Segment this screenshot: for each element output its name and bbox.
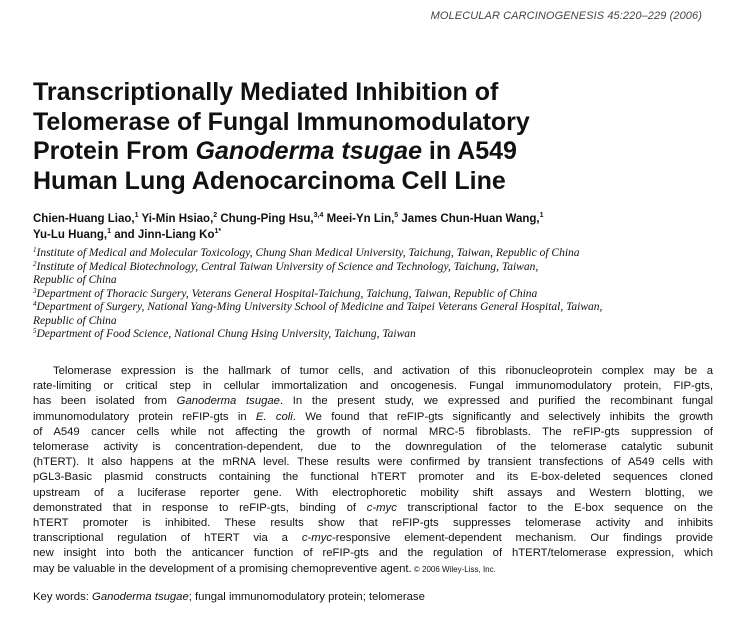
abstract-line — [33, 455, 713, 470]
abstract-text: Telomerase expression is the hallmark of tumor cells, and activation of this ribonucleoprotein complex may be a — [53, 365, 713, 377]
abstract — [33, 364, 713, 577]
abstract-line — [33, 531, 713, 546]
abstract-text: of A549 cancer cells while not affecting the growth of normal MRC-5 fibroblasts. The reFIP-gts suppression of — [33, 425, 713, 438]
copyright-notice: © 2006 Wiley-Liss, Inc. — [411, 564, 496, 574]
title-line: Transcriptionally Mediated Inhibition of — [33, 78, 499, 106]
abstract-line — [33, 501, 713, 516]
abstract-text: . We found that reFIP-gts significantly and selectively inhibits the growth — [292, 410, 713, 423]
author-affiliation-marker: 1* — [214, 228, 222, 235]
keywords-label: Key words: — [33, 591, 93, 603]
author-line — [33, 227, 713, 243]
abstract-line — [33, 425, 713, 440]
abstract-line — [33, 440, 713, 455]
author-line — [33, 211, 713, 227]
abstract-text: immunomodulatory protein reFIP-gts in — [33, 410, 256, 423]
abstract-line — [33, 379, 713, 394]
author-name: Meei-Yn Lin, — [323, 213, 395, 225]
title-line: Telomerase of Fungal Immunomodulatory — [33, 107, 530, 136]
affiliation-marker: 2 — [33, 259, 37, 268]
keyword-italic: Ganoderma tsugae — [92, 591, 189, 603]
author-name: James Chun-Huan Wang, — [398, 213, 540, 225]
affiliation — [33, 328, 713, 342]
affiliation — [33, 274, 713, 288]
author-affiliation-marker: 1 — [107, 228, 112, 235]
author-name: Yi-Min Hsiao, — [138, 213, 214, 225]
title-line: Human Lung Adenocarcinoma Cell Line — [33, 166, 506, 195]
author-affiliation-marker: 5 — [394, 212, 399, 219]
journal-header: MOLECULAR CARCINOGENESIS 45:220–229 (2006) — [430, 10, 702, 22]
affiliation-text: Department of Surgery, National Yang-Ming University School of Medicine and Taipei Veterans General Hospital, Taiwan, — [36, 301, 603, 313]
author-affiliation-marker: 1 — [539, 212, 544, 219]
affiliation-marker: 3 — [33, 286, 37, 295]
abstract-text: may be valuable in the development of a promising chemopreventive agent. — [33, 562, 412, 575]
species-name: Ganoderma tsugae — [195, 137, 422, 165]
affiliation-marker: 5 — [33, 327, 37, 335]
abstract-text: demonstrated that in response to reFIP-gts, binding of — [33, 501, 367, 514]
abstract-text: pGL3-Basic plasmid constructs containing the functional hTERT promoter and its E-box-deleted sequences cloned — [33, 471, 713, 484]
keyword-text: ; fungal immunomodulatory protein; telomerase — [188, 591, 425, 603]
abstract-text: has been isolated from — [33, 395, 177, 408]
author-name: Chien-Huang Liao, — [33, 213, 135, 225]
abstract-line — [33, 394, 713, 409]
author-affiliation-marker: 3,4 — [313, 212, 324, 219]
affiliation — [33, 315, 713, 329]
affiliation — [33, 288, 713, 302]
author-name: and Jinn-Liang Ko — [111, 229, 215, 241]
italic-term: c-myc — [366, 501, 397, 514]
affiliation-text: Institute of Medical and Molecular Toxicology, Chung Shan Medical University, Taichung, Taiwan, Republic of China — [36, 247, 580, 259]
author-name: Yu-Lu Huang, — [33, 229, 108, 241]
italic-term: Ganoderma tsugae — [176, 395, 280, 408]
abstract-text: rate-limiting or critical step in cellular immortalization and oncogenesis. Fungal immunomodulatory protein, FIP-gts, — [33, 380, 713, 393]
affiliation-text: Institute of Medical Biotechnology, Central Taiwan University of Science and Technology, Taichung, Taiwan, — [36, 260, 539, 273]
abstract-line — [33, 364, 713, 379]
affiliation-marker: 1 — [33, 246, 37, 254]
abstract-line — [33, 546, 713, 561]
affiliation-text: Republic of China — [33, 314, 117, 327]
italic-term: E. coli — [255, 410, 293, 423]
affiliation-text: Department of Food Science, National Chung Hsing University, Taichung, Taiwan — [36, 328, 416, 340]
affiliation-text: Republic of China — [33, 274, 117, 286]
affiliation-marker: 4 — [33, 300, 37, 308]
abstract-line — [33, 486, 713, 501]
affiliation — [33, 301, 713, 315]
author-affiliation-marker: 1 — [134, 212, 139, 219]
abstract-text: upstream of a luciferase reporter gene. With electrophoretic mobility shift assays and Western blotting, we — [33, 486, 713, 499]
affiliation — [33, 247, 713, 261]
abstract-line — [33, 516, 713, 531]
author-affiliation-marker: 2 — [213, 212, 218, 219]
author-list — [33, 211, 713, 243]
article-title — [33, 78, 633, 196]
affiliation-text: Department of Thoracic Surgery, Veterans General Hospital-Taichung, Taichung, Taiwan, Republic of China — [36, 287, 538, 300]
abstract-text: telomerase activity is concentration-dependent, due to the downregulation of the telomerase catalytic subunit — [33, 441, 713, 454]
abstract-text: (hTERT). It also happens at the mRNA level. These results were confirmed by transient transfections of A549 cells with — [33, 456, 713, 469]
title-line: Protein From Ganoderma tsugae in A549 — [33, 137, 517, 165]
abstract-text: hTERT promoter is inhibited. These results show that reFIP-gts suppresses telomerase activity and inhibits — [33, 517, 713, 530]
abstract-line — [33, 410, 713, 425]
author-name: Chung-Ping Hsu, — [217, 213, 314, 225]
abstract-text: . In the present study, we expressed and purified the recombinant fungal — [279, 395, 713, 408]
affiliation-list — [33, 247, 713, 342]
abstract-text: transcriptional factor to the E-box sequence on the — [396, 501, 713, 514]
affiliation — [33, 261, 713, 275]
abstract-text: -responsive element-dependent mechanism. Our findings provide — [332, 532, 713, 545]
abstract-line — [33, 562, 713, 577]
abstract-text: transcriptional regulation of hTERT via a — [33, 532, 302, 545]
abstract-text: new insight into both the anticancer function of reFIP-gts and the regulation of hTERT/telomerase expression, which — [33, 547, 713, 560]
keywords — [33, 590, 713, 605]
abstract-line — [33, 470, 713, 485]
italic-term: c-myc — [301, 532, 332, 545]
